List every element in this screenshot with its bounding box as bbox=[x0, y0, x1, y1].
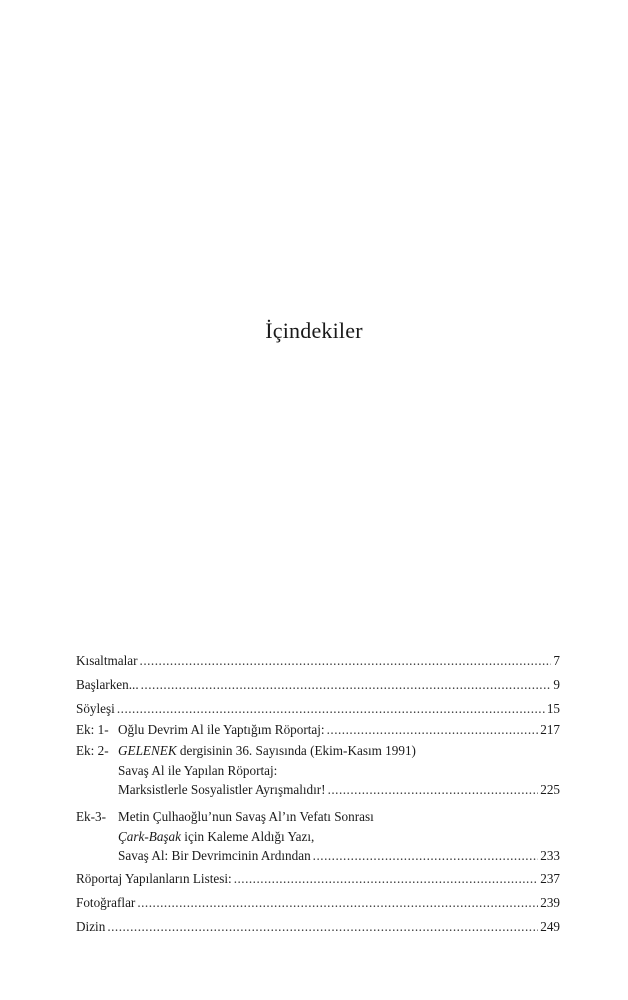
toc-entry-line: için Kaleme Aldığı Yazı, bbox=[181, 829, 315, 844]
toc-entry-dizin[interactable] bbox=[76, 916, 560, 937]
toc-page-number: 7 bbox=[553, 653, 560, 668]
toc-page-number: 15 bbox=[546, 701, 560, 716]
leader-dots bbox=[107, 916, 538, 937]
toc-page-number: 233 bbox=[540, 848, 560, 863]
toc-page-number: 217 bbox=[540, 722, 560, 737]
magazine-title: Çark-Başak bbox=[118, 829, 181, 844]
toc-entry-prefix: Ek: 1- bbox=[76, 722, 109, 737]
toc-page-number: 225 bbox=[540, 782, 560, 797]
toc-entry-line: Savaş Al ile Yapılan Röportaj: bbox=[118, 763, 278, 778]
leader-dots bbox=[117, 698, 545, 719]
toc-entry-line: Metin Çulhaoğlu’nun Savaş Al’ın Vefatı Sonrası bbox=[118, 809, 374, 824]
leader-dots bbox=[234, 868, 539, 889]
toc-entry-label: Başlarken... bbox=[76, 677, 139, 692]
toc-entry-label: Fotoğraflar bbox=[76, 895, 136, 910]
table-of-contents bbox=[76, 650, 560, 937]
toc-page-number: 9 bbox=[553, 677, 560, 692]
toc-entry-line: Marksistlerle Sosyalistler Ayrışmalıdır! bbox=[118, 782, 326, 797]
leader-dots bbox=[141, 674, 552, 695]
toc-page-number: 239 bbox=[540, 895, 560, 910]
toc-entry-prefix: Ek: 2- bbox=[76, 743, 109, 758]
toc-entry-ek-2[interactable] bbox=[76, 740, 560, 799]
toc-entry-label: Kısaltmalar bbox=[76, 653, 138, 668]
toc-entry-roportaj-listesi[interactable] bbox=[76, 868, 560, 889]
toc-entry-ek-3[interactable] bbox=[76, 806, 560, 865]
toc-entry-baslarken[interactable] bbox=[76, 674, 560, 695]
toc-entry-line: Savaş Al: Bir Devrimcinin Ardından bbox=[118, 848, 311, 863]
toc-page-number: 249 bbox=[540, 919, 560, 934]
leader-dots bbox=[328, 780, 539, 799]
toc-page-number: 237 bbox=[540, 871, 560, 886]
leader-dots bbox=[137, 892, 538, 913]
page-title: İçindekiler bbox=[265, 318, 363, 343]
toc-entry-line: dergisinin 36. Sayısında (Ekim-Kasım 1991) bbox=[176, 743, 416, 758]
toc-entry-soylesi[interactable] bbox=[76, 698, 560, 719]
leader-dots bbox=[313, 846, 539, 865]
toc-entry-label: Dizin bbox=[76, 919, 106, 934]
toc-entry-fotograflar[interactable] bbox=[76, 892, 560, 913]
magazine-title: GELENEK bbox=[118, 743, 177, 758]
toc-entry-prefix: Ek-3- bbox=[76, 809, 107, 824]
toc-entry-ek-1[interactable] bbox=[76, 719, 560, 740]
leader-dots bbox=[327, 719, 539, 740]
toc-entry-kisaltmalar[interactable] bbox=[76, 650, 560, 671]
leader-dots bbox=[140, 650, 552, 671]
toc-entry-label: Röportaj Yapılanların Listesi: bbox=[76, 871, 232, 886]
toc-entry-label: Söyleşi bbox=[76, 701, 115, 716]
toc-entry-label: Oğlu Devrim Al ile Yaptığım Röportaj: bbox=[118, 722, 325, 737]
